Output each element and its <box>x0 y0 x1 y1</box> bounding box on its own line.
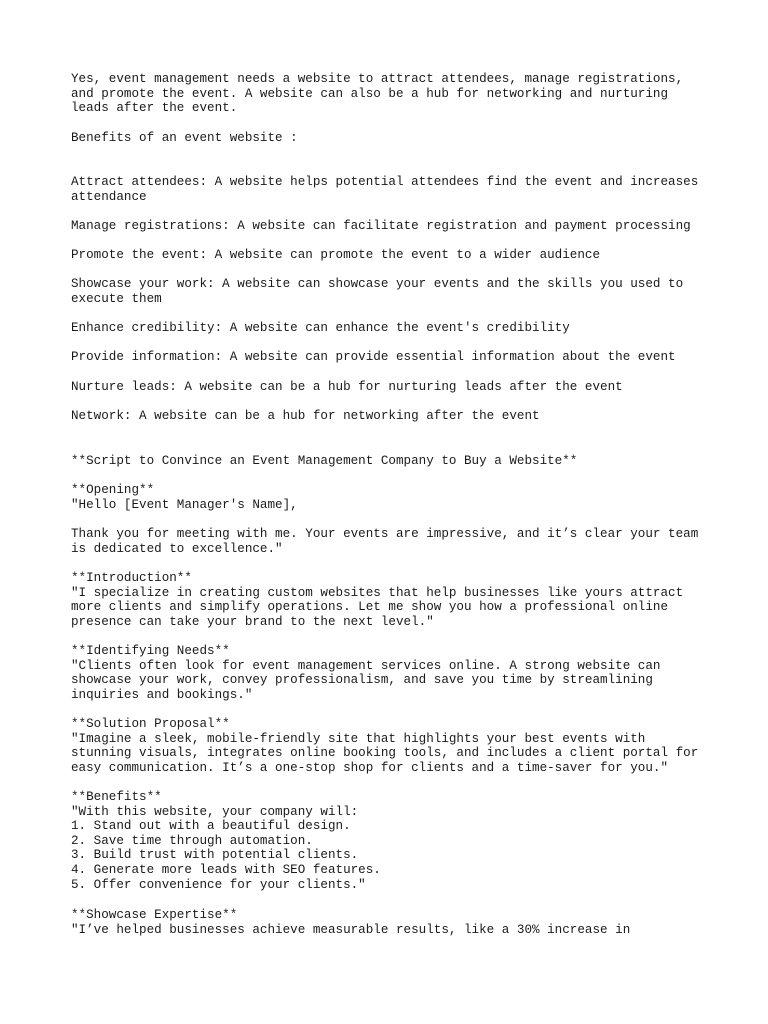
benefit-enhance-credibility: Enhance credibility: A website can enhance the event's credibility <box>71 321 570 335</box>
opening-section: **Opening** "Hello [Event Manager's Name], <box>71 483 298 512</box>
benefit-manage-registrations: Manage registrations: A website can facilitate registration and payment processing <box>71 219 691 233</box>
intro-paragraph: Yes, event management needs a website to attract attendees, manage registrations, and promote the event. A website can also be a hub for networking and nurturing leads after the event. <box>71 72 684 116</box>
solution-proposal-section: **Solution Proposal** "Imagine a sleek, mobile-friendly site that highlights your best events with stunning visuals, integrates online booking tools, and includes a client portal for easy communication. It’s a one-stop shop for clients and a time-saver for you." <box>71 717 699 775</box>
benefit-nurture-leads: Nurture leads: A website can be a hub for nurturing leads after the event <box>71 380 623 394</box>
benefits-section: **Benefits** "With this website, your company will: 1. Stand out with a beautiful design. 2. Save time through automation. 3. Build trust with potential clients. 4. Generate more leads with SEO features. 5. Offer convenience for your clients." <box>71 790 381 892</box>
benefit-promote-event: Promote the event: A website can promote the event to a wider audience <box>71 248 601 262</box>
showcase-expertise-section: **Showcase Expertise** "I’ve helped businesses achieve measurable results, like a 30% increase in <box>71 908 631 937</box>
identifying-needs-section: **Identifying Needs** "Clients often look for event management services online. A strong website can showcase your work, convey professionalism, and save you time by streamlining inquiries and bookings." <box>71 644 661 702</box>
benefit-provide-information: Provide information: A website can provide essential information about the event <box>71 350 676 364</box>
benefit-showcase-work: Showcase your work: A website can showcase your events and the skills you used to execute them <box>71 277 684 306</box>
benefits-heading: Benefits of an event website : <box>71 131 298 145</box>
script-title: **Script to Convince an Event Management Company to Buy a Website** <box>71 454 578 468</box>
benefit-attract-attendees: Attract attendees: A website helps potential attendees find the event and increases attendance <box>71 175 699 204</box>
thank-you-paragraph: Thank you for meeting with me. Your events are impressive, and it’s clear your team is dedicated to excellence." <box>71 527 699 556</box>
benefit-network: Network: A website can be a hub for networking after the event <box>71 409 540 423</box>
introduction-section: **Introduction** "I specialize in creating custom websites that help businesses like yours attract more clients and simplify operations. Let me show you how a professional online presence can take your brand to the next level." <box>71 571 684 629</box>
